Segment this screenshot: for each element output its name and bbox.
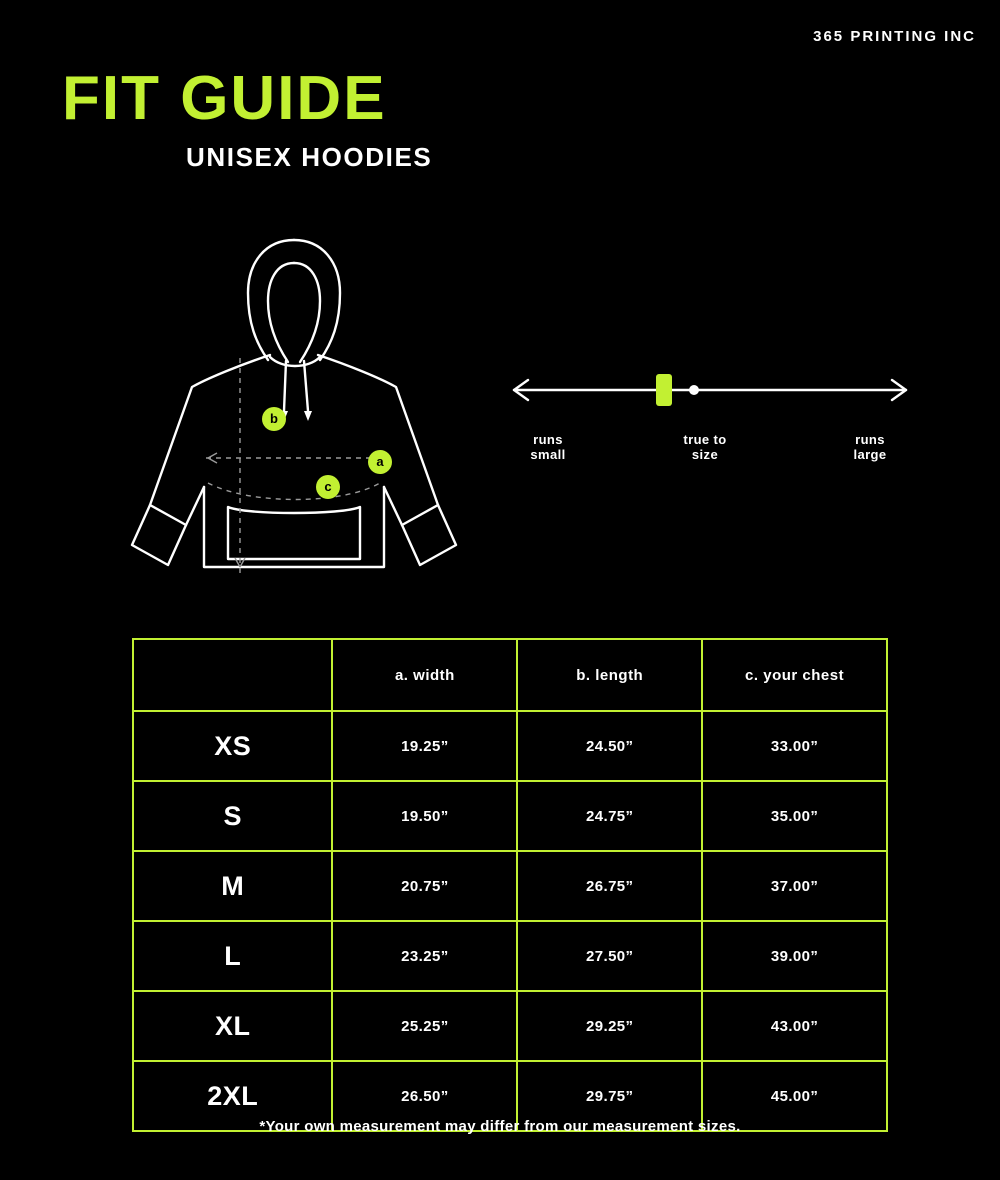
scale-label-runs-small-line1: runs [533,432,563,447]
table-row [133,991,887,1061]
cell-width: 19.25” [332,711,517,781]
footnote: *Your own measurement may differ from our measurement sizes. [259,1118,741,1135]
cell-length: 27.50” [517,921,702,991]
table-header-width: a. width [332,639,517,711]
page-subtitle: UNISEX HOODIES [186,142,433,172]
brand-logo-text: 365 PRINTING INC [813,28,976,45]
cell-width: 25.25” [332,991,517,1061]
cell-chest: 37.00” [702,851,887,921]
badge-b-length: b [262,407,286,431]
cell-chest: 39.00” [702,921,887,991]
cell-length: 24.50” [517,711,702,781]
cell-length: 24.75” [517,781,702,851]
scale-label-runs-small-line2: small [530,447,566,462]
scale-marker [656,374,672,406]
cell-chest: 43.00” [702,991,887,1061]
scale-label-true-line1: true to [683,432,727,447]
cell-length: 29.25” [517,991,702,1061]
cell-width: 19.50” [332,781,517,851]
cell-size: S [133,781,332,851]
size-chart-table [132,638,888,1132]
scale-label-runs-large-line1: runs [855,432,885,447]
cell-width: 20.75” [332,851,517,921]
table-body [133,711,887,1131]
cell-length: 26.75” [517,851,702,921]
hoodie-illustration [80,215,500,595]
table-header-size [133,639,332,711]
table-row [133,851,887,921]
fit-scale [500,360,920,480]
cell-chest: 35.00” [702,781,887,851]
badge-c-chest: c [316,475,340,499]
table-row [133,921,887,991]
scale-label-true-line2: size [691,447,719,462]
table-header-row [133,639,887,711]
table-row [133,781,887,851]
badge-a-width: a [368,450,392,474]
cell-width: 26.50” [332,1061,517,1131]
scale-label-runs-small [508,432,588,462]
cell-size: XS [133,711,332,781]
cell-chest: 45.00” [702,1061,887,1131]
table-header-length: b. length [517,639,702,711]
page-title: FIT GUIDE [62,64,387,133]
cell-size: M [133,851,332,921]
cell-size: L [133,921,332,991]
cell-size: 2XL [133,1061,332,1131]
scale-label-runs-large [830,432,910,462]
scale-dot [689,385,699,395]
scale-label-true-to-size [655,432,755,462]
cell-width: 23.25” [332,921,517,991]
cell-size: XL [133,991,332,1061]
table-header-chest: c. your chest [702,639,887,711]
table-row [133,711,887,781]
scale-label-runs-large-line2: large [853,447,887,462]
cell-chest: 33.00” [702,711,887,781]
cell-length: 29.75” [517,1061,702,1131]
